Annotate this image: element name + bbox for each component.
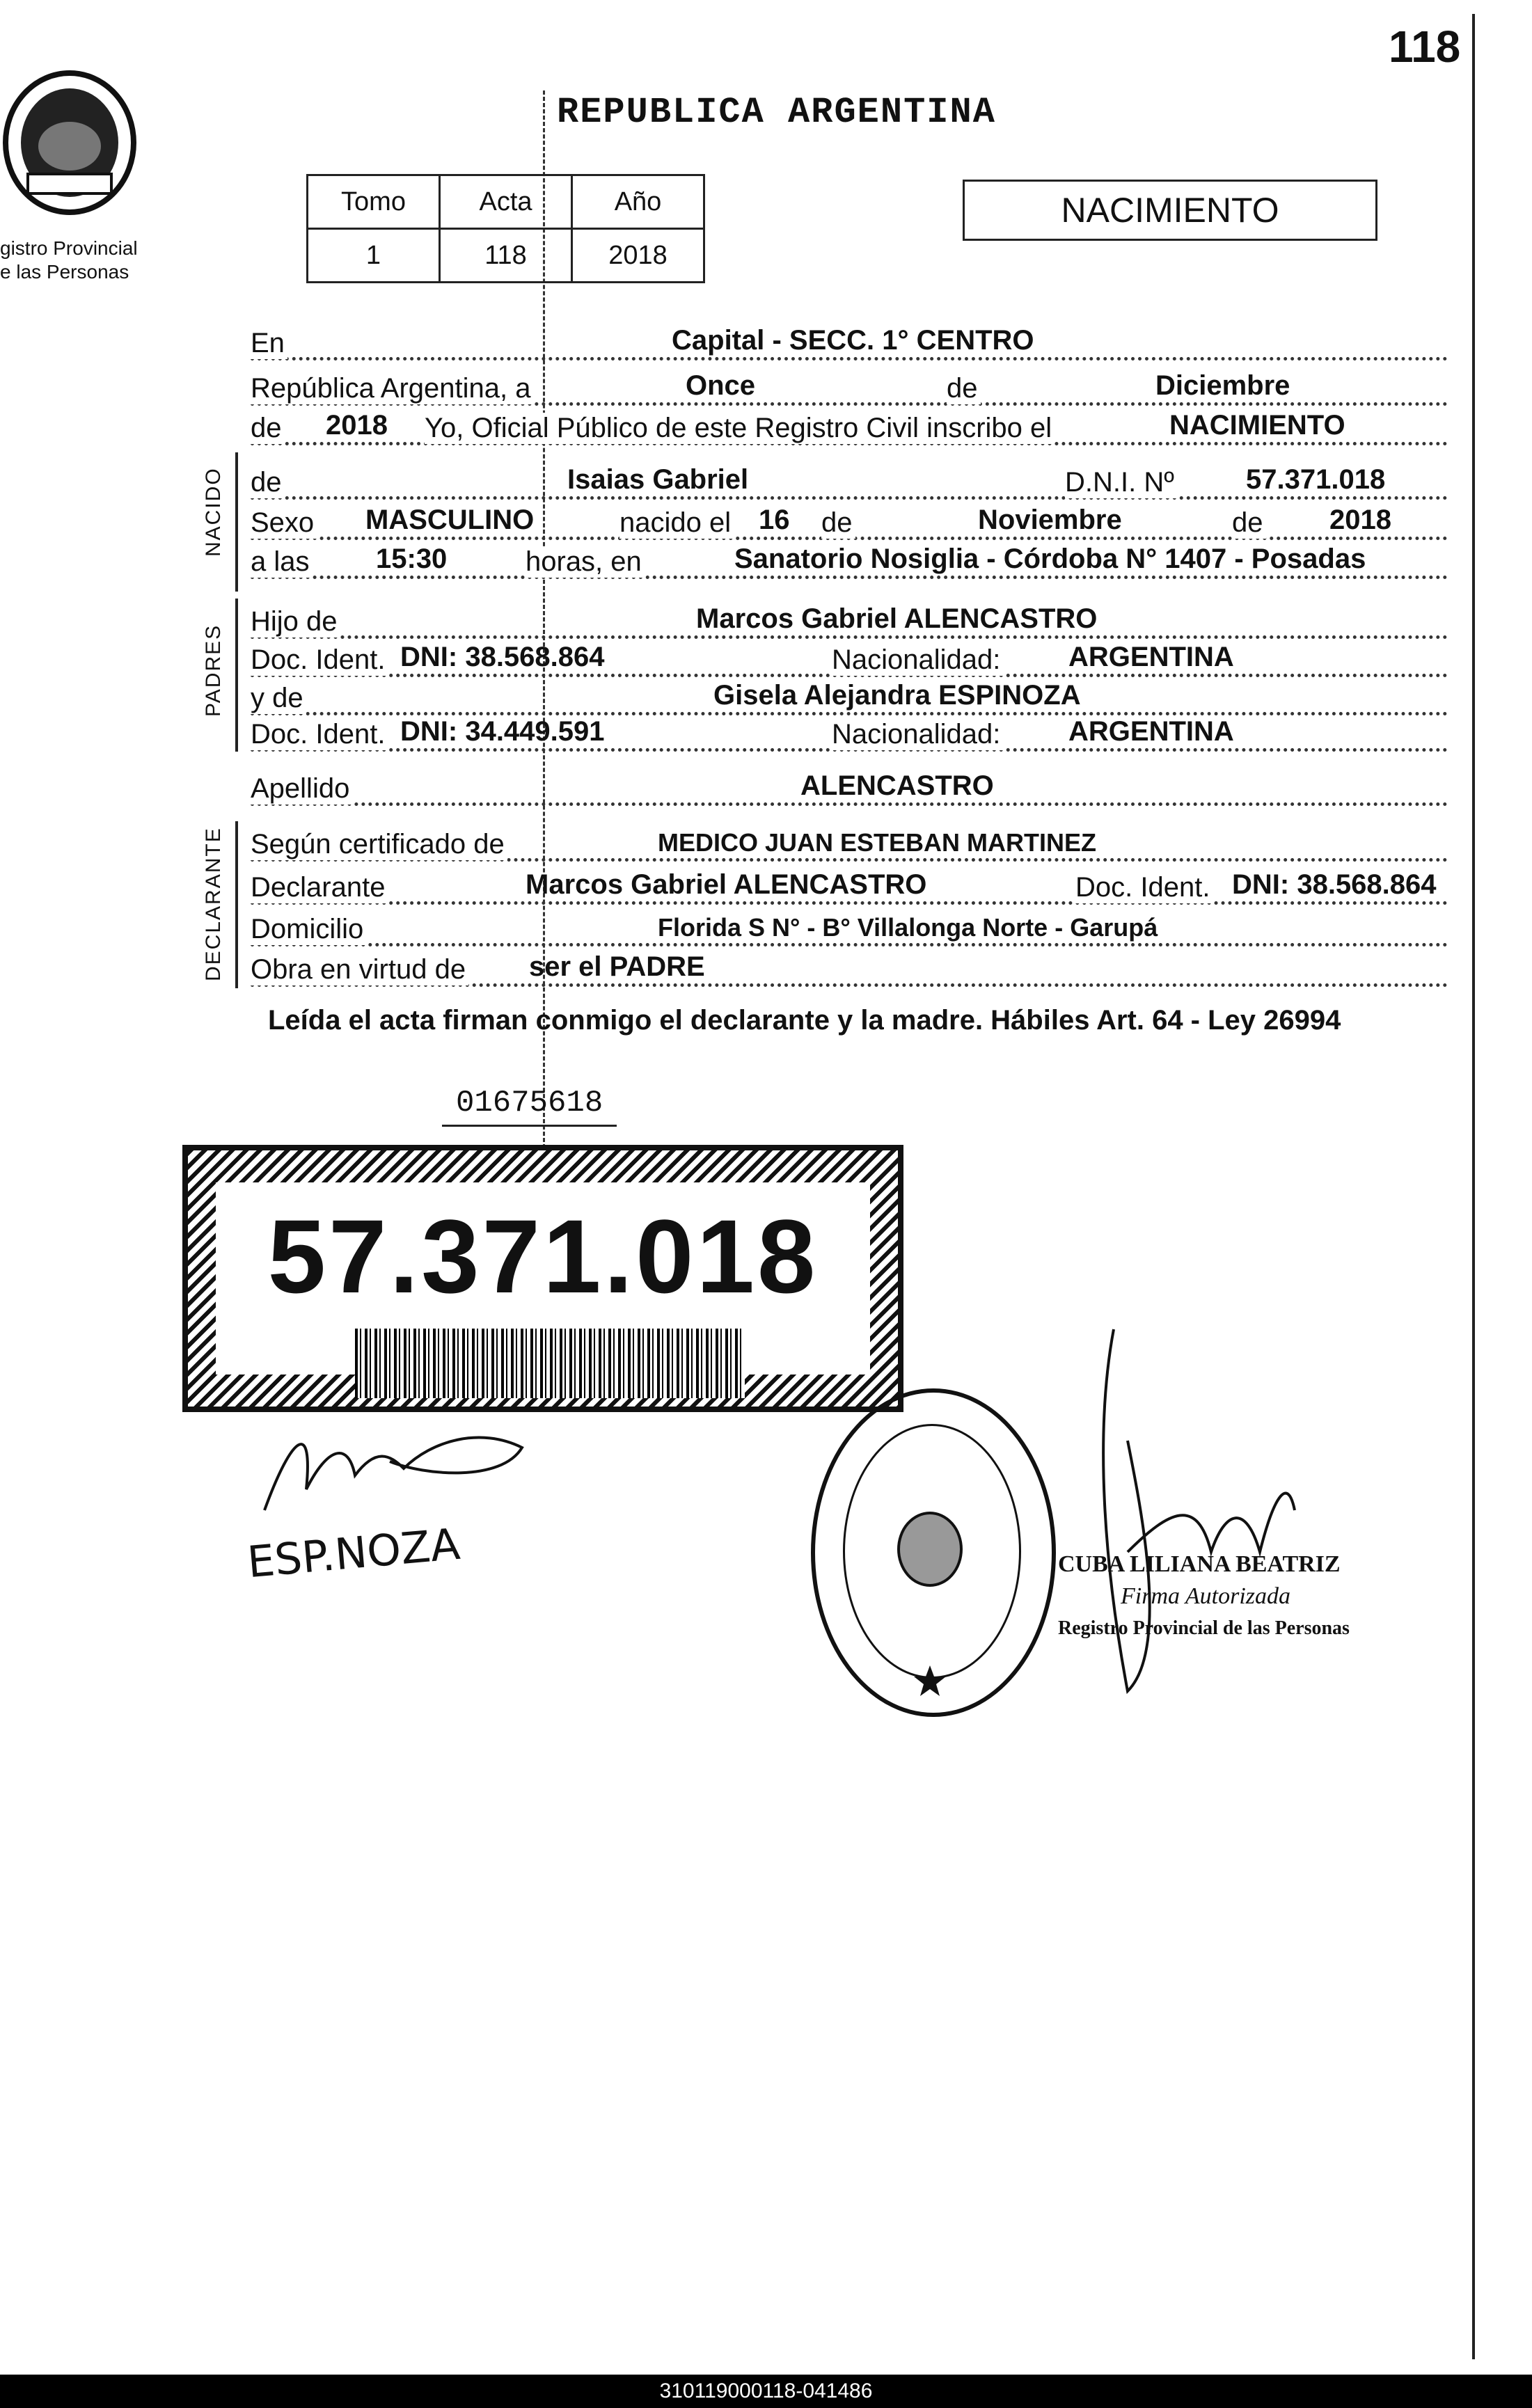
value-padre-nac: ARGENTINA xyxy=(1068,642,1234,672)
label-a-las: a las xyxy=(251,546,313,578)
value-anio: 2018 xyxy=(572,229,704,283)
value-lugar: Capital - SECC. 1° CENTRO xyxy=(672,325,1034,356)
stamp-number: 57.371.018 xyxy=(267,1198,819,1315)
padres-bar xyxy=(235,599,238,752)
row-anio xyxy=(251,405,1448,451)
label-sexo: Sexo xyxy=(251,507,317,539)
label-y-de: y de xyxy=(251,683,306,714)
row-declarante xyxy=(251,864,1448,910)
value-mes-nac: Noviembre xyxy=(978,505,1122,535)
label-de3: de xyxy=(1232,507,1266,539)
row-nombre xyxy=(251,459,1448,505)
header-anio: Año xyxy=(572,175,704,229)
provincial-logo xyxy=(0,70,139,216)
value-apellido: ALENCASTRO xyxy=(800,770,994,801)
value-dia-nac: 16 xyxy=(759,505,790,535)
authority-title: Firma Autorizada xyxy=(1121,1583,1291,1609)
value-padre-doc: DNI: 38.568.864 xyxy=(400,642,605,672)
header-acta: Acta xyxy=(440,175,572,229)
label-doc-ident2: Doc. Ident. xyxy=(1075,872,1213,903)
value-sexo: MASCULINO xyxy=(365,505,535,535)
label-nacionalidad-madre: Nacionalidad: xyxy=(832,719,1003,750)
page-number: 118 xyxy=(1389,22,1461,72)
label-oficial: Yo, Oficial Público de este Registro Civil inscribo el xyxy=(425,413,1055,444)
row-domicilio xyxy=(251,906,1448,952)
label-de: de xyxy=(947,373,981,404)
footer-code: 310119000118-041486 xyxy=(0,2375,1532,2408)
value-tomo: 1 xyxy=(308,229,440,283)
authority-name: CUBA LILIANA BEATRIZ xyxy=(1058,1551,1341,1577)
mother-signature: ESP.NOZA xyxy=(245,1518,462,1588)
right-border xyxy=(1472,14,1475,2359)
authority-office: Registro Provincial de las Personas xyxy=(1058,1617,1350,1639)
label-en: En xyxy=(251,328,287,359)
barcode xyxy=(355,1329,745,1398)
label-apellido: Apellido xyxy=(251,773,352,805)
row-apellido xyxy=(251,766,1448,811)
row-obra xyxy=(251,946,1448,992)
label-nacionalidad: Nacionalidad: xyxy=(832,644,1003,676)
logo-caption xyxy=(0,237,138,284)
value-declarante-doc: DNI: 38.568.864 xyxy=(1232,869,1437,900)
declarante-bar xyxy=(235,821,238,988)
row-en xyxy=(251,320,1448,366)
value-domicilio: Florida S N° - B° Villalonga Norte - Garupá xyxy=(658,913,1158,942)
value-acto: NACIMIENTO xyxy=(1169,410,1345,441)
section-padres: PADRES xyxy=(202,624,225,717)
father-signature xyxy=(251,1406,543,1524)
logo-caption-line1: gistro Provincial xyxy=(0,237,138,259)
label-horas-en: horas, en xyxy=(526,546,645,578)
label-nacido-el: nacido el xyxy=(619,507,734,539)
logo-caption-line2: e las Personas xyxy=(0,261,129,283)
value-declarante: Marcos Gabriel ALENCASTRO xyxy=(526,869,927,900)
label-doc-ident: Doc. Ident. xyxy=(251,644,388,676)
value-obra: ser el PADRE xyxy=(529,951,705,982)
record-type-box: NACIMIENTO xyxy=(963,180,1377,241)
label-doc-ident-madre: Doc. Ident. xyxy=(251,719,388,750)
label-dni: D.N.I. Nº xyxy=(1065,467,1177,498)
label-de-name: de xyxy=(251,467,285,498)
value-nombre: Isaias Gabriel xyxy=(567,464,749,495)
label-segun: Según certificado de xyxy=(251,829,507,860)
closing-note: Leída el acta firman conmigo el declarante y la madre. Hábiles Art. 64 - Ley 26994 xyxy=(268,1005,1341,1036)
official-seal xyxy=(811,1388,1056,1717)
seal-star-icon xyxy=(913,1664,947,1699)
value-anio: 2018 xyxy=(326,410,388,441)
serial-number: 01675618 xyxy=(442,1086,617,1127)
value-madre-nac: ARGENTINA xyxy=(1068,716,1234,747)
row-madre-doc xyxy=(251,711,1448,757)
label-obra: Obra en virtud de xyxy=(251,954,468,985)
label-domicilio: Domicilio xyxy=(251,914,366,945)
value-padre: Marcos Gabriel ALENCASTRO xyxy=(696,603,1098,634)
seal-emblem-icon xyxy=(892,1507,968,1591)
authority-block xyxy=(1058,1548,1350,1645)
record-table xyxy=(306,174,705,283)
label-de-year: de xyxy=(251,413,285,444)
label-hijo-de: Hijo de xyxy=(251,606,340,637)
value-hora: 15:30 xyxy=(376,544,448,574)
row-certificado xyxy=(251,821,1448,867)
label-de2: de xyxy=(821,507,855,539)
section-declarante: DECLARANTE xyxy=(202,827,225,981)
value-dia: Once xyxy=(686,370,756,401)
value-anio-nac: 2018 xyxy=(1329,505,1391,535)
dni-stamp xyxy=(182,1145,903,1412)
nacido-bar xyxy=(235,452,238,592)
official-signature xyxy=(1086,1301,1378,1719)
value-dni: 57.371.018 xyxy=(1246,464,1386,495)
value-certificado: MEDICO JUAN ESTEBAN MARTINEZ xyxy=(658,828,1097,857)
value-madre: Gisela Alejandra ESPINOZA xyxy=(713,680,1081,711)
value-mes: Diciembre xyxy=(1155,370,1290,401)
label-declarante: Declarante xyxy=(251,872,388,903)
value-madre-doc: DNI: 34.449.591 xyxy=(400,716,605,747)
value-lugar-nac: Sanatorio Nosiglia - Córdoba N° 1407 - Posadas xyxy=(734,544,1366,574)
section-nacido: NACIDO xyxy=(202,467,225,557)
header-tomo: Tomo xyxy=(308,175,440,229)
row-hora xyxy=(251,539,1448,585)
document-title: REPUBLICA ARGENTINA xyxy=(557,92,996,133)
value-acta: 118 xyxy=(440,229,572,283)
label-republica: República Argentina, a xyxy=(251,373,534,404)
